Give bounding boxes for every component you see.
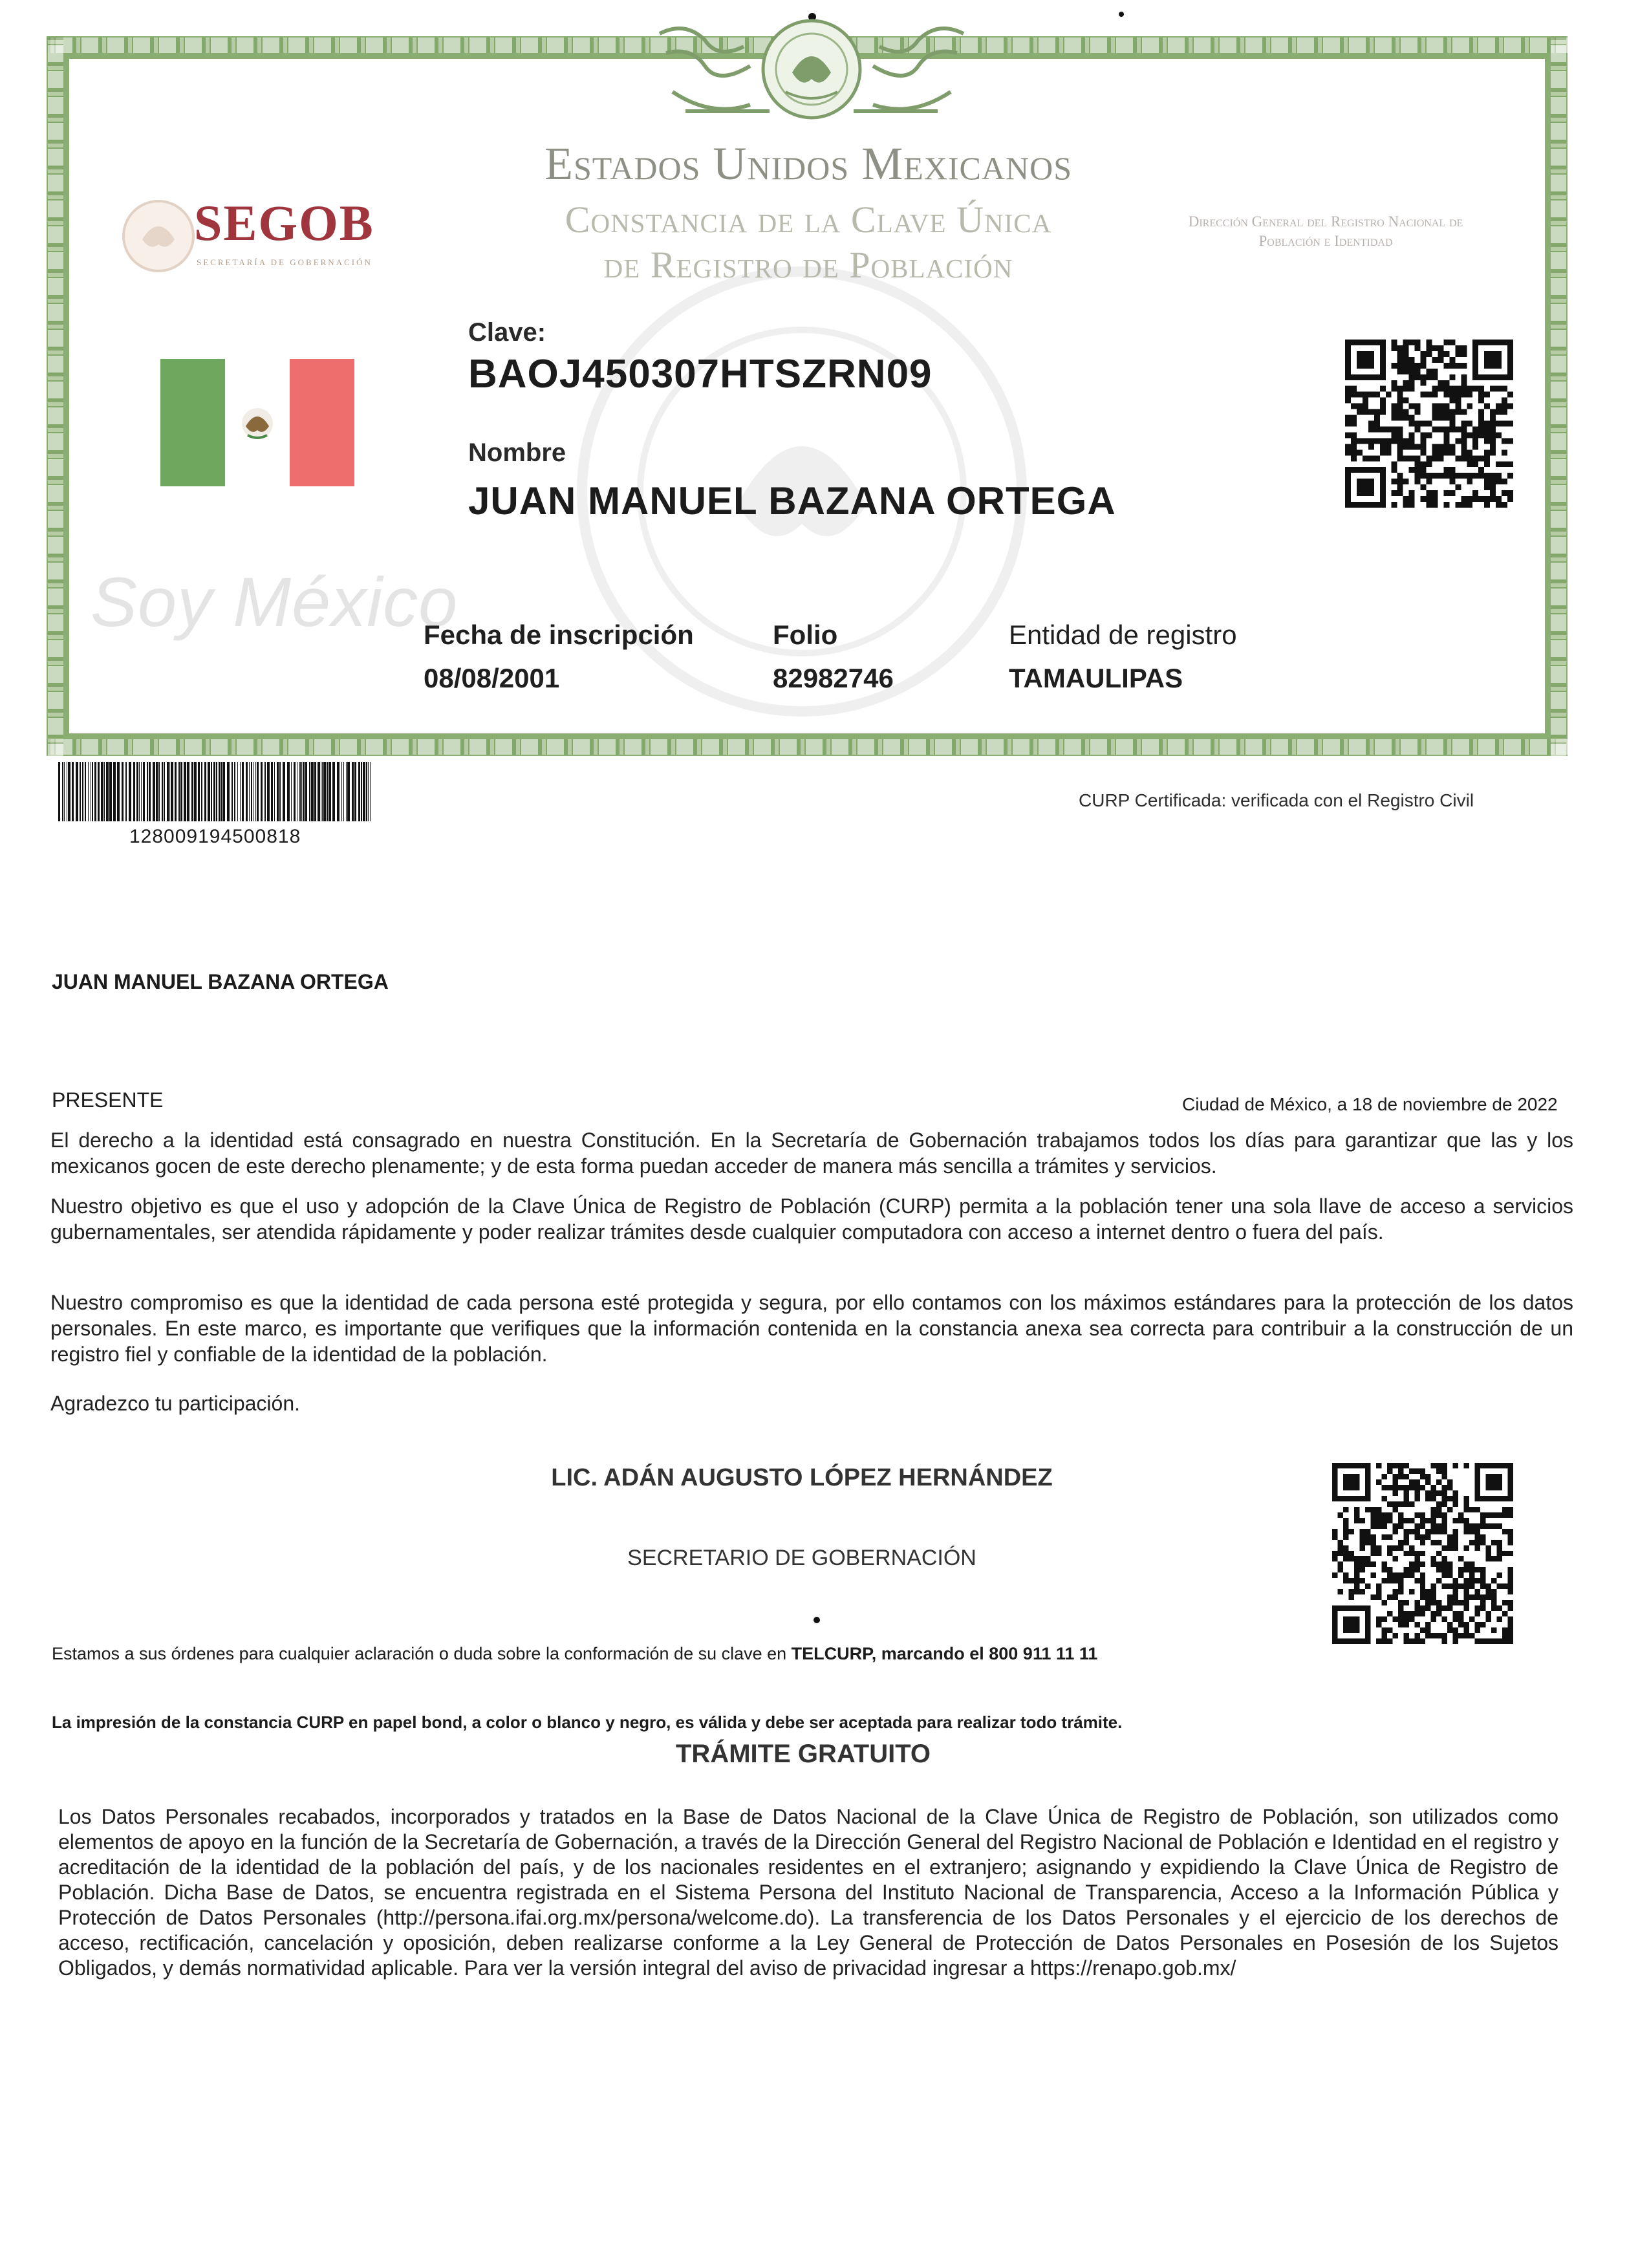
directorate-name: Dirección General del Registro Nacional de Población e Identidad <box>1188 213 1463 249</box>
letter-place-date: Ciudad de México, a 18 de noviembre de 2022 <box>1182 1094 1558 1114</box>
folio-value: 82982746 <box>773 663 894 693</box>
frame-pattern-bottom <box>47 739 1568 755</box>
telcurp-phone: TELCURP, marcando el 800 911 11 11 <box>791 1644 1098 1663</box>
document-title <box>453 197 1164 288</box>
nombre-label: Nombre <box>468 438 566 467</box>
document-title-line-1: Constancia de la Clave Única <box>565 199 1052 241</box>
entidad-registro-value: TAMAULIPAS <box>1009 663 1183 693</box>
letter-salutation: PRESENTE <box>52 1088 164 1112</box>
barcode-number: 128009194500818 <box>129 826 301 847</box>
scan-speck <box>814 1617 820 1623</box>
privacy-notice: Los Datos Personales recabados, incorporados y tratados en la Base de Datos Nacional de la Clave Única de Registro de Población, son utilizados como elementos de apoyo en la función de la Secretaría de Gobernación, a través de la Dirección General del Registro Nacional de Población e Identidad en el registro y acreditación de la identidad de la población del país, y de los nacionales residentes en el extranjero; asignando y expidiendo la Clave Única de Registro de Población. Dicha Base de Datos, se encuentra registrada en el Sistema Persona del Instituto Nacional de Transparencia, Acceso a la Información Pública y Protección de Datos Personales (http://persona.ifai.org.mx/persona/welcome.do). La transferencia de los Datos Personales y el ejercicio de los derechos de acceso, rectificación, cancelación y oposición, deben realizarse conforme a la Ley General de Protección de Datos Personales en Posesión de los Sujetos Obligados, y demás normatividad aplicable. Para ver la versión integral del aviso de privacidad ingresar a https://renapo.gob.mx/ <box>58 1805 1558 1980</box>
free-procedure-notice: TRÁMITE GRATUITO <box>676 1740 931 1768</box>
national-crest-icon <box>647 8 976 131</box>
certificate-qr-code-icon <box>1345 340 1513 508</box>
frame-pattern-left <box>48 36 63 756</box>
folio-label: Folio <box>773 620 838 650</box>
letter-paragraph-3: Nuestro compromiso es que la identidad de cada persona esté protegida y segura, por ello contamos con los máximos estándares para la protección de los datos personales. En este marco, es importante que verifiques que la información contenida en la constancia anexa sea correcta para contribuir a la construcción de un registro fiel y confiable de la identidad de la población. <box>50 1291 1573 1366</box>
document-title-line-2: de Registro de Población <box>603 244 1013 286</box>
scan-speck <box>1119 12 1124 17</box>
curp-certified-note: CURP Certificada: verificada con el Registro Civil <box>1079 790 1474 810</box>
barcode-icon <box>57 762 374 821</box>
letter-recipient: JUAN MANUEL BAZANA ORTEGA <box>52 970 389 993</box>
soy-mexico-watermark: Soy México <box>91 563 458 641</box>
letter-paragraph-2: Nuestro objetivo es que el uso y adopción de la Clave Única de Registro de Población (CURP) permita a la población tener una sola llave de acceso a servicios gubernamentales, ser atendida rápidamente y poder realizar trámites desde cualquier computadora con acceso a internet dentro o fuera del país. <box>50 1194 1573 1244</box>
entidad-registro-label: Entidad de registro <box>1009 620 1237 650</box>
clave-label: Clave: <box>468 318 546 347</box>
clave-value: BAOJ450307HTSZRN09 <box>468 352 932 396</box>
print-validity-notice: La impresión de la constancia CURP en papel bond, a color o blanco y negro, es válida y debe ser aceptada para realizar todo trámite. <box>52 1712 1123 1732</box>
segob-logo-text: SEGOB <box>194 195 374 251</box>
nombre-value: JUAN MANUEL BAZANA ORTEGA <box>468 479 1116 523</box>
segob-subtitle: SECRETARÍA DE GOBERNACIÓN <box>197 257 372 267</box>
letter-closing: Agradezco tu participación. <box>50 1392 300 1415</box>
signer-name: LIC. ADÁN AUGUSTO LÓPEZ HERNÁNDEZ <box>551 1464 1053 1491</box>
mexico-flag-icon <box>160 359 354 486</box>
fecha-inscripcion-label: Fecha de inscripción <box>424 620 694 650</box>
segob-seal-icon <box>120 197 197 275</box>
country-title: Estados Unidos Mexicanos <box>544 138 1073 189</box>
signer-title: SECRETARIO DE GOBERNACIÓN <box>627 1546 976 1570</box>
frame-pattern-right <box>1551 36 1566 756</box>
fecha-inscripcion-value: 08/08/2001 <box>424 663 560 693</box>
letter-paragraph-1: El derecho a la identidad está consagrado en nuestra Constitución. En la Secretaría de Gobernación trabajamos todos los días para garantizar que las y los mexicanos gocen de este derecho plenamente; y de esta forma puedan acceder de manera más sencilla a trámites y servicios. <box>50 1129 1573 1178</box>
signature-qr-code-icon <box>1332 1463 1513 1644</box>
contact-text: Estamos a sus órdenes para cualquier aclaración o duda sobre la conformación de su clave en <box>52 1644 792 1663</box>
telcurp-contact <box>52 1644 1097 1664</box>
